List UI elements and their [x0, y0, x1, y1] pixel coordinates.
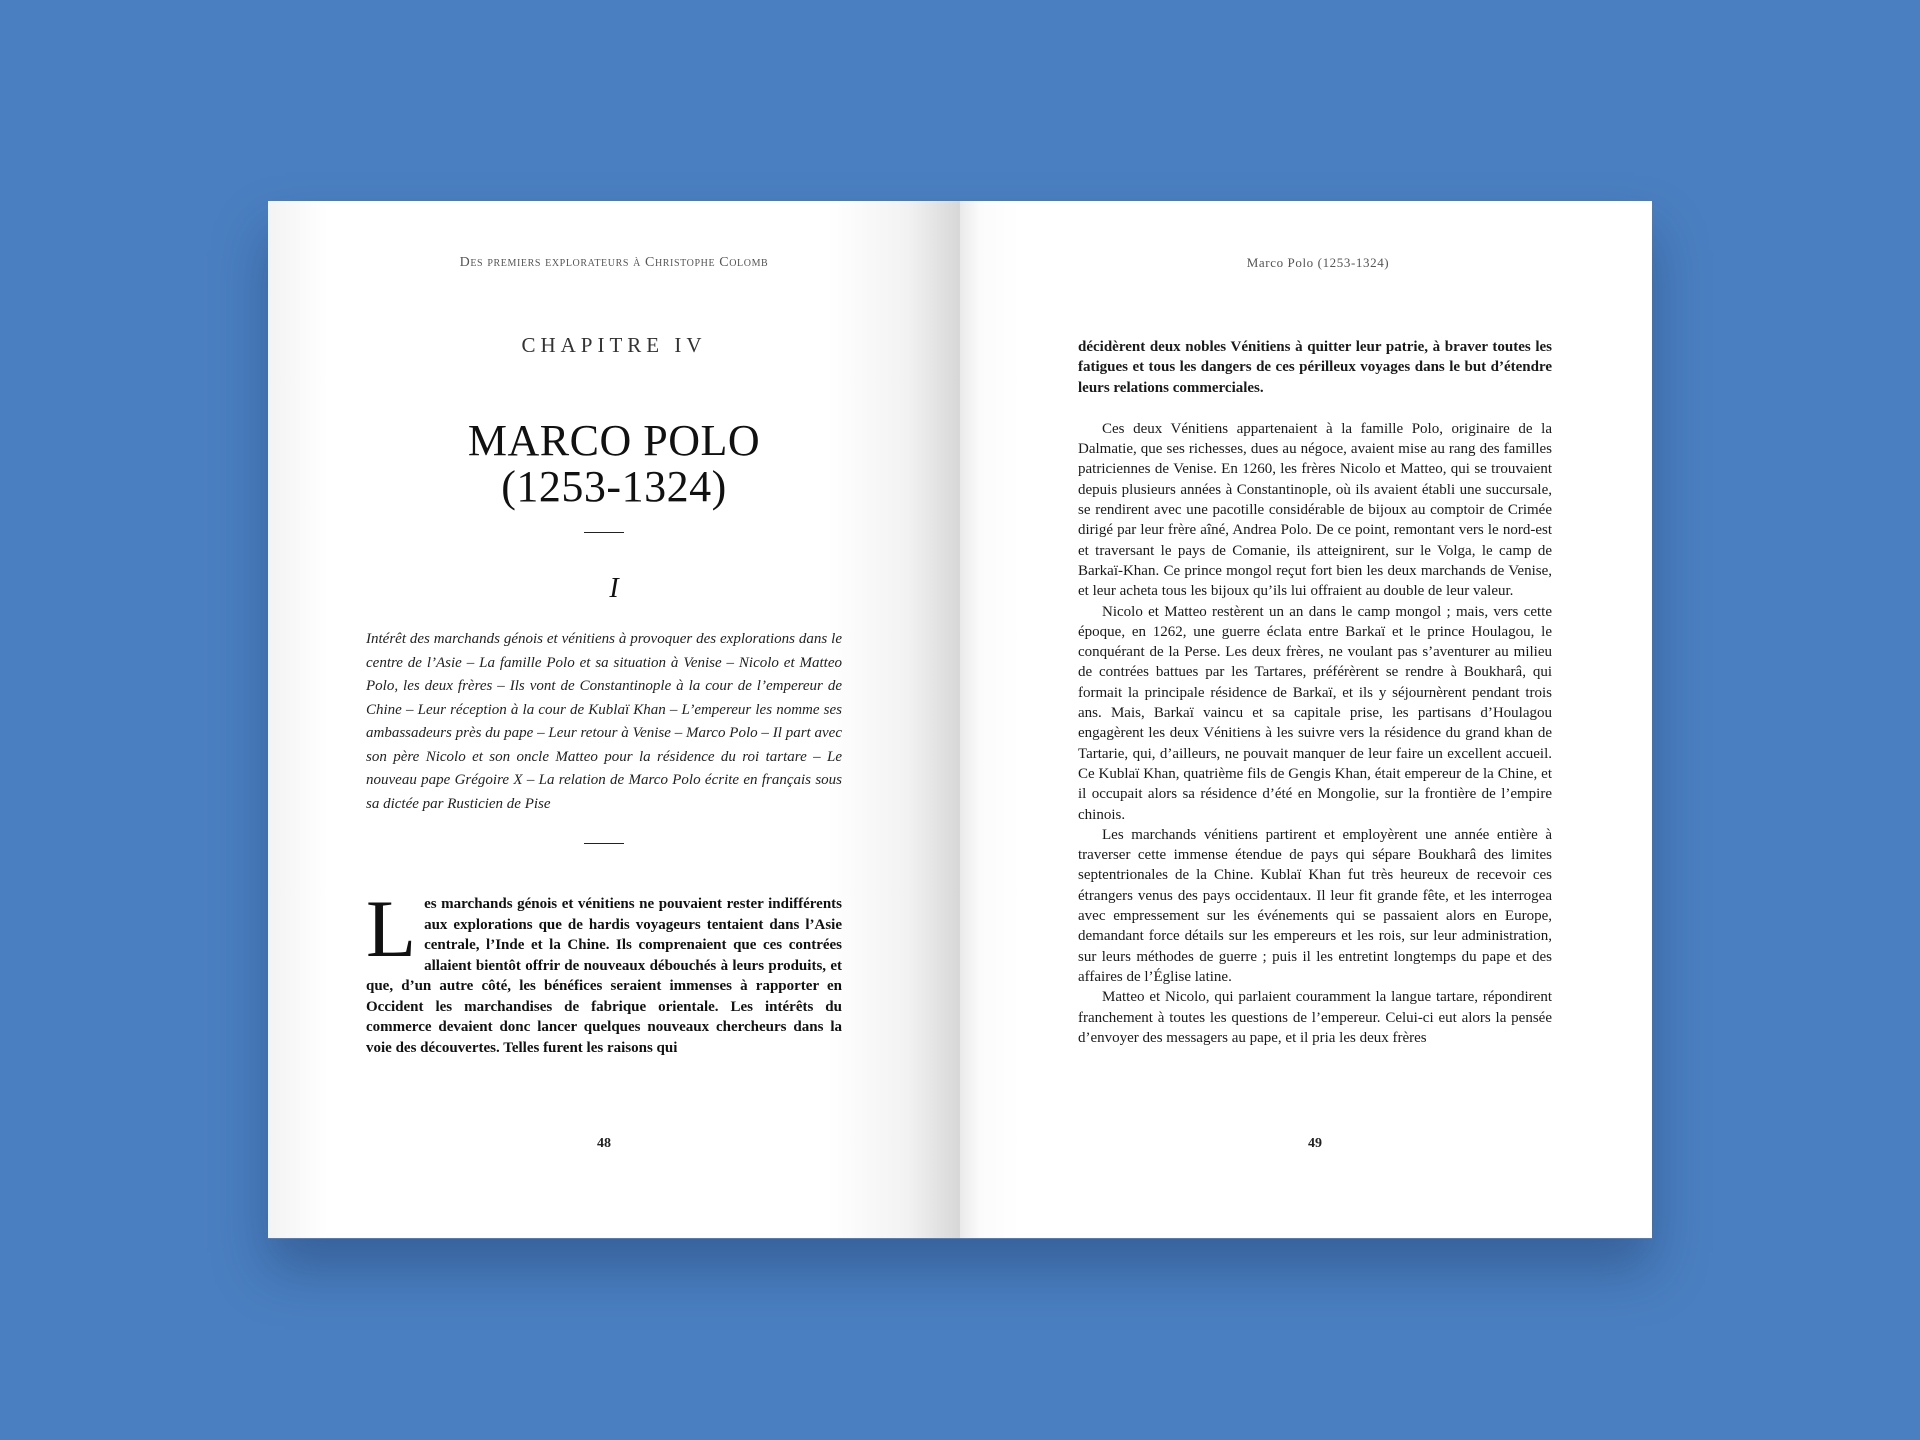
chapter-label: CHAPITRE IV	[521, 333, 707, 357]
chapter-summary: Intérêt des marchands génois et vénitiens à provoquer des explorations dans le centre de l’Asie – La famille Polo et sa situation à Venise – Nicolo et Matteo Polo, les deux frères – Ils vont de Constantinople à la cour de l’empereur de Chine – Leur réception à la cour de Kublaï Khan – L’empereur les nomme ses ambassadeurs près du pape – Leur retour à Venise – Marco Polo – Il part avec son père Nicolo et son oncle Matteo pour la résidence du roi tartare – Le nouveau pape Grégoire X – La relation de Marco Polo écrite en français sous sa dictée par Rusticien de Pise	[366, 631, 842, 812]
section-numeral: I	[609, 573, 619, 604]
right-running-head: Marco Polo (1253-1324)	[1246, 255, 1390, 270]
right-page-number: 49	[1308, 1136, 1322, 1151]
body-paragraph: Matteo et Nicolo, qui parlaient couramment la langue tartare, répondirent franchement à toutes les questions de l’empereur. Celui-ci eut alors la pensée d’envoyer des messagers au pape, et il pria les deux frères	[1078, 989, 1552, 1046]
right-page-body	[1078, 337, 1552, 1048]
opening-paragraph	[366, 883, 842, 1058]
chapter-title-line1: MARCO POLO	[467, 416, 761, 465]
opening-paragraph-text: es marchands génois et vénitiens ne pouvaient rester indifférents aux explorations que de hardis voyageurs tentaient dans l’Asie centrale, l’Inde et la Chine. Ils comprenaient que ces contrées allaient bientôt offrir de nouveaux débouchés à leurs produits, et que, d’un autre côté, les bénéfices seraient immenses à rapporter en Occident les marchandises de fabrique orientale. Les intérêts du commerce devaient donc lancer quelques nouveaux chercheurs dans la voie des découvertes. Telles furent les raisons qui	[366, 896, 842, 1056]
chapter-title	[268, 418, 960, 510]
title-rule	[584, 532, 624, 533]
drop-cap: L	[366, 883, 417, 974]
summary-rule	[584, 843, 624, 844]
continuation-paragraph: décidèrent deux nobles Vénitiens à quitter leur patrie, à braver toutes les fatigues et tous les dangers de ces périlleux voyages dans le but d’étendre leurs relations commerciales.	[1078, 339, 1552, 396]
left-page-number: 48	[597, 1136, 611, 1151]
chapter-title-line2: (1253-1324)	[501, 462, 727, 511]
body-paragraph: Nicolo et Matteo restèrent un an dans le camp mongol ; mais, vers cette époque, en 1262, une guerre éclata entre Barkaï et le prince Houlagou, le conquérant de la Perse. Les deux frères, ne voulant pas s’aventurer au milieu de contrées battues par les Tartares, préférèrent se rendre à Boukharâ, qui formait la principale résidence de Barkaï, et ils y séjournèrent pendant trois ans. Mais, Barkaï vaincu et sa capitale prise, les partisans d’Houlagou engagèrent les deux Vénitiens à les suivre vers la résidence du grand khan de Tartarie, qui, d’ailleurs, ne pouvait manquer de leur faire un excellent accueil. Ce Kublaï Khan, quatrième fils de Gengis Khan, était empereur de la Chine, et il occupait alors sa résidence d’été en Mongolie, sur la frontière de l’empire chinois.	[1078, 603, 1552, 823]
body-paragraph: Les marchands vénitiens partirent et employèrent une année entière à traverser cette immense étendue de pays qui sépare Boukharâ des limites septentrionales de la Chine. Kublaï Khan fut très heureux de recevoir ces étrangers venus des pays occidentaux. Il leur fit grande fête, et les interrogea avec empressement sur les événements qui se passaient alors en Europe, demandant force détails sur les empereurs et les rois, sur leur administration, sur leurs méthodes de guerre ; puis il les entretint longtemps du pape et des affaires de l’Église latine.	[1078, 826, 1552, 985]
body-paragraph: Ces deux Vénitiens appartenaient à la famille Polo, originaire de la Dalmatie, que ses richesses, dues au négoce, avaient mise au rang des familles patriciennes de Venise. En 1260, les frères Nicolo et Matteo, qui se trouvaient depuis plusieurs années à Constantinople, où ils avaient établi une succursale, se rendirent avec une pacotille considérable de bijoux au comptoir de Crimée dirigé par leur frère aîné, Andrea Polo. De ce point, remontant vers le nord-est et traversant le pays de Comanie, ils atteignirent, sur le Volga, le camp de Barkaï-Khan. Ce prince mongol reçut fort bien les deux marchands de Venise, et leur acheta tous les bijoux qu’ils lui offraient au double de leur valeur.	[1078, 420, 1552, 600]
left-running-head: Des premiers explorateurs à Christophe Colomb	[459, 255, 769, 270]
